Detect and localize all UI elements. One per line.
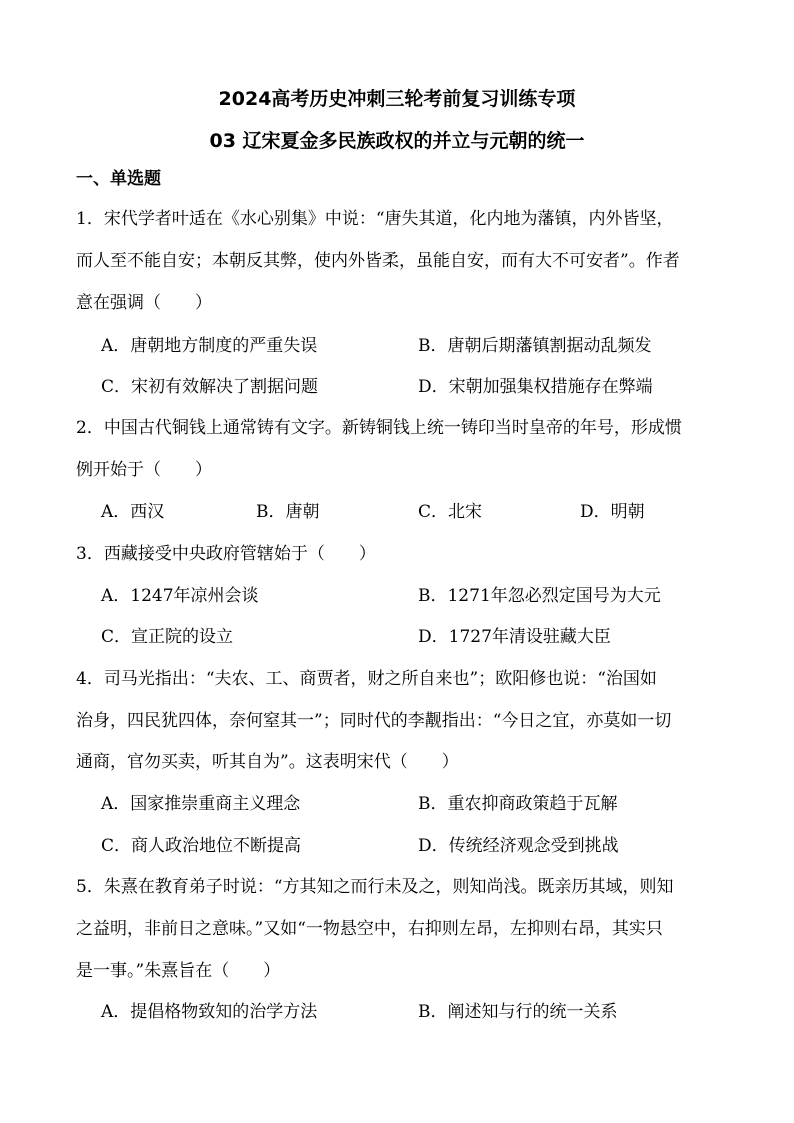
question-2-option-d[interactable]: D．明朝 <box>580 502 645 522</box>
question-1-option-d[interactable]: D．宋朝加强集权措施存在弊端 <box>418 377 653 397</box>
question-4-line-3: 通商，官勿买卖，听其自为”。这表明宋代（ ） <box>76 752 459 772</box>
question-4-option-a[interactable]: A．国家推崇重商主义理念 <box>101 794 301 814</box>
question-3-option-b[interactable]: B．1271年忽必烈定国号为大元 <box>418 586 661 606</box>
question-1-line-2: 而人至不能自安；本朝反其弊，使内外皆柔，虽能自安，而有大不可安者”。作者 <box>76 251 680 271</box>
question-3-option-d[interactable]: D．1727年清设驻藏大臣 <box>418 627 611 647</box>
question-2-option-c[interactable]: C．北宋 <box>418 502 483 522</box>
question-3-option-a[interactable]: A．1247年凉州会谈 <box>101 586 259 606</box>
question-1-line-3: 意在强调（ ） <box>76 293 212 313</box>
question-5-line-2: 之益明，非前日之意味。”又如“一物悬空中，右抑则左昂，左抑则右昂，其实只 <box>76 919 663 939</box>
question-3-line-1: 3．西藏接受中央政府管辖始于（ ） <box>76 544 376 564</box>
document-title: 2024高考历史冲刺三轮考前复习训练专项 <box>218 88 576 110</box>
question-2-option-b[interactable]: B．唐朝 <box>256 502 320 522</box>
question-5-option-a[interactable]: A．提倡格物致知的治学方法 <box>101 1002 318 1022</box>
question-4-option-b[interactable]: B．重农抑商政策趋于瓦解 <box>418 794 618 814</box>
question-2-option-a[interactable]: A．西汉 <box>101 502 165 522</box>
question-4-option-c[interactable]: C．商人政治地位不断提高 <box>101 836 302 856</box>
question-1-option-a[interactable]: A．唐朝地方制度的严重失误 <box>101 336 318 356</box>
question-4-line-1: 4．司马光指出：“夫农、工、商贾者，财之所自来也”；欧阳修也说：“治国如 <box>76 669 657 689</box>
question-3-option-c[interactable]: C．宣正院的设立 <box>101 627 234 647</box>
question-4-option-d[interactable]: D．传统经济观念受到挑战 <box>418 836 619 856</box>
document-subtitle: 03 辽宋夏金多民族政权的并立与元朝的统一 <box>209 130 585 152</box>
question-5-line-1: 5．朱熹在教育弟子时说：“方其知之而行未及之，则知尚浅。既亲历其域，则知 <box>76 877 674 897</box>
question-2-line-2: 例开始于（ ） <box>76 460 212 480</box>
question-2-line-1: 2．中国古代铜钱上通常铸有文字。新铸铜钱上统一铸印当时皇帝的年号，形成惯 <box>76 418 682 438</box>
question-5-option-b[interactable]: B．阐述知与行的统一关系 <box>418 1002 618 1022</box>
section-heading: 一、单选题 <box>76 169 161 189</box>
question-1-line-1: 1．宋代学者叶适在《水心别集》中说：“唐失其道，化内地为藩镇，内外皆坚， <box>76 209 674 229</box>
question-1-option-c[interactable]: C．宋初有效解决了割据问题 <box>101 377 319 397</box>
question-4-line-2: 治身，四民犹四体，奈何窒其一”；同时代的李觏指出：“今日之宜，亦莫如一切 <box>76 711 672 731</box>
question-1-option-b[interactable]: B．唐朝后期藩镇割据动乱频发 <box>418 336 652 356</box>
question-5-line-3: 是一事。”朱熹旨在（ ） <box>76 961 281 981</box>
